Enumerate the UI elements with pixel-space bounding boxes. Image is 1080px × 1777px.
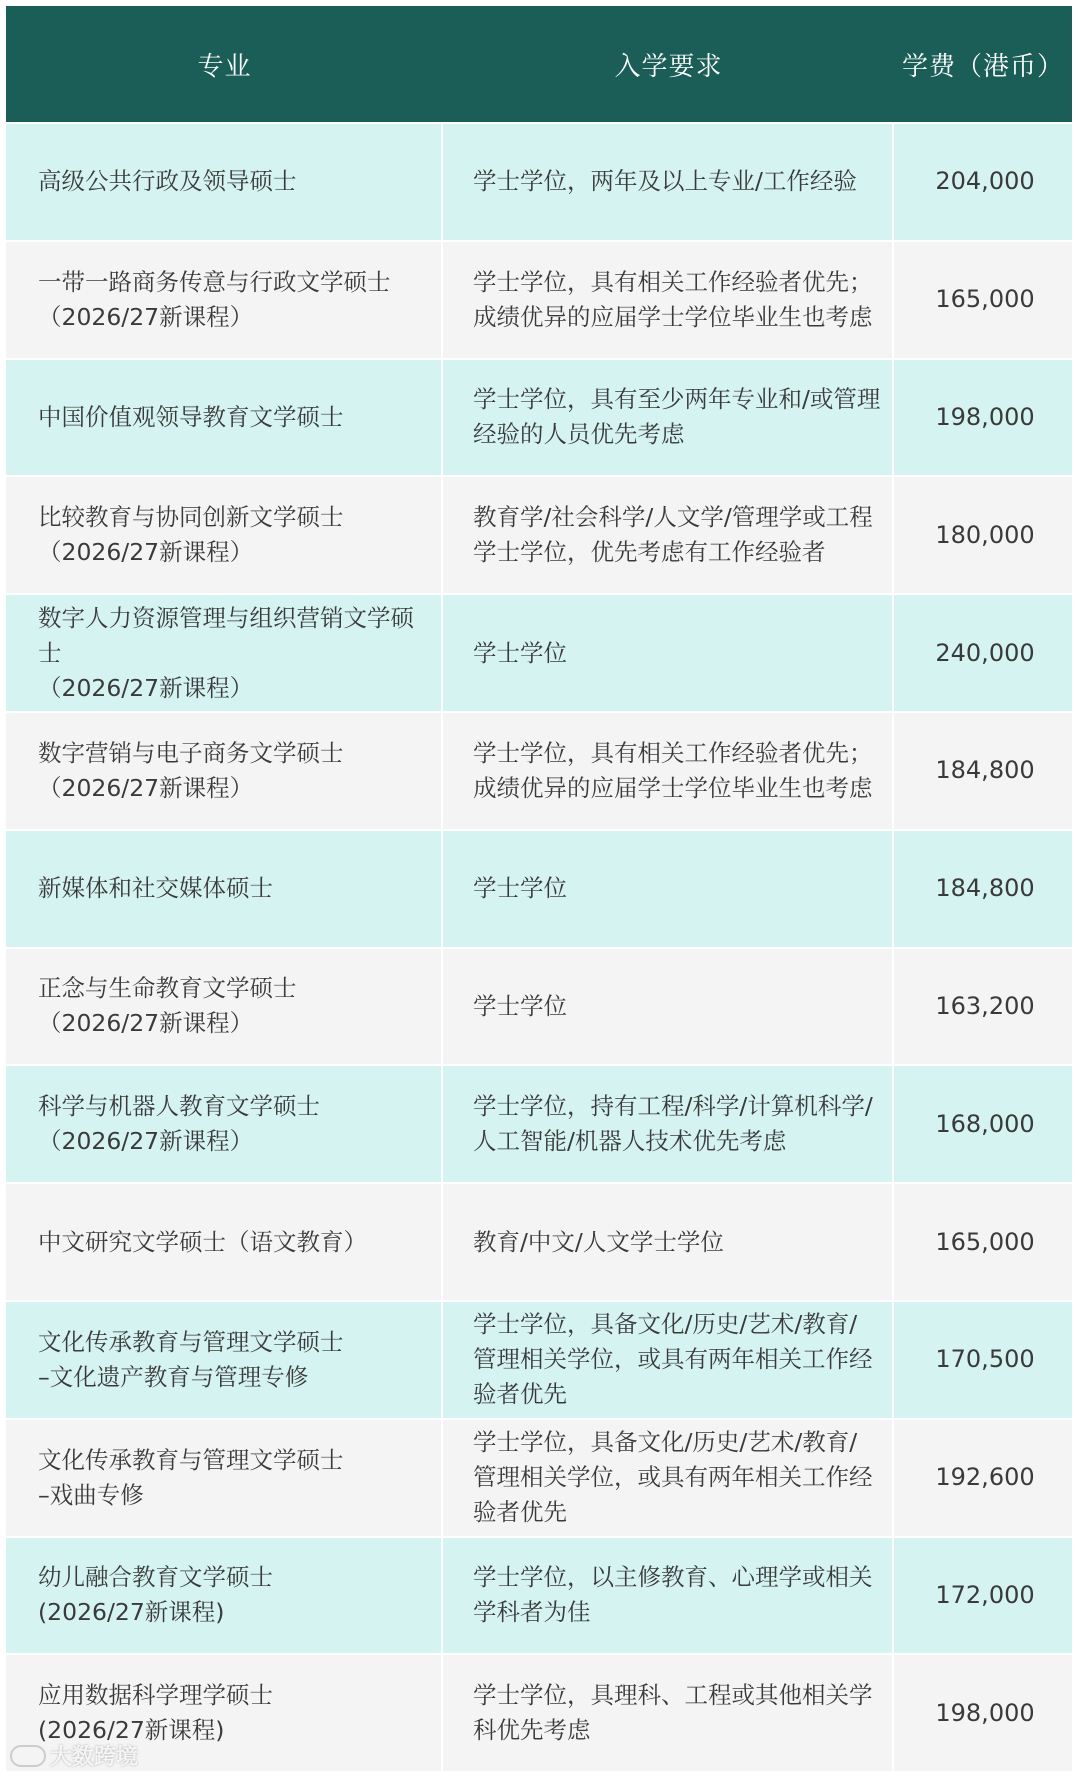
requirements-text: 学士学位 — [473, 874, 567, 903]
cell-tuition — [894, 124, 1072, 240]
cell-requirements — [443, 1066, 894, 1182]
cell-major — [6, 360, 443, 476]
table-row — [6, 593, 1072, 711]
cell-tuition — [894, 1066, 1072, 1182]
cell-requirements — [443, 1538, 894, 1654]
tuition-text: 198,000 — [935, 402, 1035, 431]
requirements-text: 学士学位，两年及以上专业/工作经验 — [473, 167, 857, 196]
cell-major — [6, 1420, 443, 1536]
header-tuition: 学费（港币） — [901, 51, 1064, 82]
cell-tuition — [894, 1184, 1072, 1300]
table-row — [6, 1300, 1072, 1418]
cell-tuition — [894, 1302, 1072, 1418]
tuition-text: 240,000 — [935, 638, 1035, 667]
major-text: 高级公共行政及领导硕士 — [38, 167, 297, 196]
table-row — [6, 829, 1072, 947]
cell-tuition — [894, 360, 1072, 476]
cell-requirements — [443, 949, 894, 1065]
cell-tuition — [894, 713, 1072, 829]
table-body — [6, 122, 1072, 1771]
requirements-text: 学士学位，以主修教育、心理学或相关 学科者为佳 — [473, 1563, 873, 1627]
tuition-text: 192,600 — [935, 1463, 1035, 1492]
cell-major — [6, 713, 443, 829]
cell-requirements — [443, 713, 894, 829]
major-text: 文化传承教育与管理文学硕士 –文化遗产教育与管理专修 — [38, 1327, 344, 1391]
major-text: 科学与机器人教育文学硕士 （2026/27新课程） — [38, 1092, 320, 1156]
cell-requirements — [443, 242, 894, 358]
header-major: 专业 — [197, 51, 252, 82]
table-row — [6, 122, 1072, 240]
major-text: 中国价值观领导教育文学硕士 — [38, 402, 344, 431]
cell-requirements — [443, 1184, 894, 1300]
cell-requirements — [443, 831, 894, 947]
requirements-text: 学士学位，具有至少两年专业和/或管理 经验的人员优先考虑 — [473, 385, 881, 449]
cell-major — [6, 242, 443, 358]
cell-tuition — [894, 949, 1072, 1065]
requirements-text: 学士学位，具备文化/历史/艺术/教育/ 管理相关学位，或具有两年相关工作经 验者优先 — [473, 1310, 873, 1409]
cell-tuition — [894, 595, 1072, 711]
requirements-text: 学士学位，持有工程/科学/计算机科学/ 人工智能/机器人技术优先考虑 — [473, 1092, 873, 1156]
table-row — [6, 1064, 1072, 1182]
table-row — [6, 1418, 1072, 1536]
cell-tuition — [894, 1420, 1072, 1536]
major-text: 正念与生命教育文学硕士 （2026/27新课程） — [38, 974, 297, 1038]
major-text: 数字人力资源管理与组织营销文学硕士 （2026/27新课程） — [38, 603, 414, 702]
tuition-text: 163,200 — [935, 991, 1035, 1020]
table-row — [6, 240, 1072, 358]
cell-major — [6, 595, 443, 711]
cell-major — [6, 1538, 443, 1654]
major-text: 一带一路商务传意与行政文学硕士 （2026/27新课程） — [38, 267, 391, 331]
cell-requirements — [443, 124, 894, 240]
cell-requirements — [443, 360, 894, 476]
table-row — [6, 1536, 1072, 1654]
cell-major — [6, 1066, 443, 1182]
header-requirements: 入学要求 — [614, 51, 723, 82]
cell-tuition — [894, 1655, 1072, 1771]
tuition-text: 172,000 — [935, 1580, 1035, 1609]
cell-major — [6, 1302, 443, 1418]
table-row — [6, 1182, 1072, 1300]
table-row — [6, 711, 1072, 829]
major-text: 新媒体和社交媒体硕士 — [38, 874, 273, 903]
table-row — [6, 947, 1072, 1065]
cell-tuition — [894, 477, 1072, 593]
cell-requirements — [443, 595, 894, 711]
requirements-text: 学士学位 — [473, 638, 567, 667]
cell-major — [6, 831, 443, 947]
table-row — [6, 358, 1072, 476]
tuition-text: 180,000 — [935, 520, 1035, 549]
tuition-text: 165,000 — [935, 285, 1035, 314]
cell-tuition — [894, 1538, 1072, 1654]
cell-major — [6, 1184, 443, 1300]
tuition-text: 165,000 — [935, 1227, 1035, 1256]
table-row — [6, 475, 1072, 593]
cell-major — [6, 477, 443, 593]
tuition-table — [6, 6, 1072, 1771]
tuition-text: 204,000 — [935, 167, 1035, 196]
watermark-text: 大数跨境 — [50, 1745, 139, 1770]
tuition-text: 184,800 — [935, 756, 1035, 785]
tuition-text: 198,000 — [935, 1698, 1035, 1727]
cell-requirements — [443, 1655, 894, 1771]
requirements-text: 学士学位，具有相关工作经验者优先； 成绩优异的应届学士学位毕业生也考虑 — [473, 267, 873, 331]
requirements-text: 学士学位，具备文化/历史/艺术/教育/ 管理相关学位，或具有两年相关工作经 验者优先 — [473, 1428, 873, 1527]
cell-tuition — [894, 831, 1072, 947]
watermark — [10, 1740, 138, 1771]
major-text: 文化传承教育与管理文学硕士 –戏曲专修 — [38, 1445, 344, 1509]
cell-tuition — [894, 242, 1072, 358]
major-text: 数字营销与电子商务文学硕士 （2026/27新课程） — [38, 738, 344, 802]
cell-requirements — [443, 1302, 894, 1418]
cell-major — [6, 124, 443, 240]
major-text: 中文研究文学硕士（语文教育） — [38, 1227, 367, 1256]
major-text: 应用数据科学理学硕士 (2026/27新课程) — [38, 1681, 273, 1745]
requirements-text: 教育学/社会科学/人文学/管理学或工程 学士学位，优先考虑有工作经验者 — [473, 503, 873, 567]
tuition-text: 184,800 — [935, 874, 1035, 903]
requirements-text: 学士学位，具理科、工程或其他相关学 科优先考虑 — [473, 1681, 873, 1745]
requirements-text: 学士学位 — [473, 991, 567, 1020]
requirements-text: 教育/中文/人文学士学位 — [473, 1227, 724, 1256]
major-text: 幼儿融合教育文学硕士 (2026/27新课程) — [38, 1563, 273, 1627]
tuition-text: 168,000 — [935, 1109, 1035, 1138]
major-text: 比较教育与协同创新文学硕士 （2026/27新课程） — [38, 503, 344, 567]
watermark-logo-icon — [10, 1745, 46, 1767]
tuition-text: 170,500 — [935, 1345, 1035, 1374]
table-header — [6, 6, 1072, 122]
requirements-text: 学士学位，具有相关工作经验者优先； 成绩优异的应届学士学位毕业生也考虑 — [473, 738, 873, 802]
table-row — [6, 1653, 1072, 1771]
cell-major — [6, 949, 443, 1065]
cell-requirements — [443, 477, 894, 593]
cell-requirements — [443, 1420, 894, 1536]
